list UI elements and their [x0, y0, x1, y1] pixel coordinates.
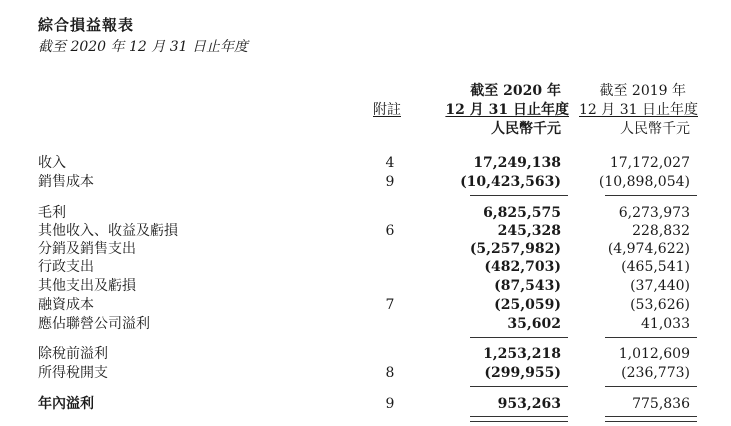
table-row: [0, 173, 731, 191]
row-value-2020: 35,602: [507, 316, 561, 332]
subtotal-rule-2020: [470, 386, 568, 387]
row-value-2020: (10,423,563): [460, 174, 561, 190]
header-2020-line1: 截至 2020 年: [470, 83, 561, 99]
row-label: 毛利: [38, 205, 66, 221]
table-row: [0, 240, 731, 258]
table-row: [0, 364, 731, 382]
subtotal-rule-2019: [605, 386, 697, 387]
row-label: 銷售成本: [38, 174, 94, 190]
row-value-2019: 17,172,027: [609, 155, 690, 171]
subtotal-rule-2019: [605, 337, 697, 338]
row-value-2020: 6,825,575: [483, 205, 561, 221]
row-note: 6: [385, 223, 395, 239]
header-2020-line2: 12 月 31 日止年度: [445, 102, 569, 118]
row-value-2019: 6,273,973: [618, 205, 690, 221]
row-label: 收入: [38, 155, 66, 171]
table-row: [0, 277, 731, 295]
row-label: 應佔聯營公司溢利: [38, 316, 150, 332]
row-value-2020: (87,543): [494, 278, 561, 294]
row-value-2019: (37,440): [630, 278, 690, 294]
total-double-rule-2019: [605, 416, 697, 422]
statement-subtitle: 截至 2020 年 12 月 31 日止年度: [38, 39, 248, 55]
table-row: [0, 315, 731, 333]
subtotal-rule-2019: [605, 195, 697, 196]
subtotal-rule-2020: [470, 337, 568, 338]
row-label: 所得稅開支: [38, 365, 108, 381]
row-note: 9: [385, 396, 395, 412]
row-label: 分銷及銷售支出: [38, 241, 136, 257]
row-value-2020: 17,249,138: [473, 155, 561, 171]
row-value-2019: (53,626): [630, 297, 690, 313]
row-note: 8: [385, 365, 395, 381]
row-value-2020: 953,263: [497, 396, 561, 412]
table-row: [0, 296, 731, 314]
row-label: 融資成本: [38, 297, 94, 313]
row-label: 其他收入、收益及虧損: [38, 223, 178, 239]
header-note: 附註: [373, 102, 401, 118]
row-note: 7: [385, 297, 395, 313]
row-note: 4: [385, 155, 395, 171]
total-double-rule-2020: [470, 416, 568, 422]
header-2019-line1: 截至 2019 年: [599, 83, 686, 99]
row-value-2020: (5,257,982): [469, 241, 561, 257]
row-note: 9: [385, 174, 395, 190]
row-value-2019: 41,033: [641, 316, 690, 332]
table-row: [0, 222, 731, 240]
statement-title: 綜合損益報表: [38, 16, 135, 34]
row-value-2019: (236,773): [621, 365, 690, 381]
table-row: [0, 258, 731, 276]
header-2020-unit: 人民幣千元: [491, 121, 561, 137]
table-row: [0, 154, 731, 172]
row-value-2019: (4,974,622): [607, 241, 690, 257]
subtotal-rule-2020: [470, 195, 568, 196]
row-value-2019: (465,541): [621, 259, 690, 275]
row-value-2020: 245,328: [497, 223, 561, 239]
row-value-2019: (10,898,054): [598, 174, 690, 190]
header-2019-line2: 12 月 31 日止年度: [579, 102, 698, 118]
table-row: [0, 345, 731, 363]
row-value-2019: 228,832: [632, 223, 690, 239]
row-label: 除稅前溢利: [38, 346, 108, 362]
table-row-total: [0, 395, 731, 413]
row-value-2020: (299,955): [484, 365, 561, 381]
row-label: 年內溢利: [38, 396, 94, 412]
header-2019-unit: 人民幣千元: [620, 121, 690, 137]
row-value-2019: 775,836: [632, 396, 690, 412]
table-row: [0, 204, 731, 222]
row-value-2020: 1,253,218: [483, 346, 561, 362]
row-value-2020: (482,703): [484, 259, 561, 275]
row-label: 行政支出: [38, 259, 94, 275]
row-label: 其他支出及虧損: [38, 278, 136, 294]
row-value-2019: 1,012,609: [618, 346, 690, 362]
row-value-2020: (25,059): [494, 297, 561, 313]
